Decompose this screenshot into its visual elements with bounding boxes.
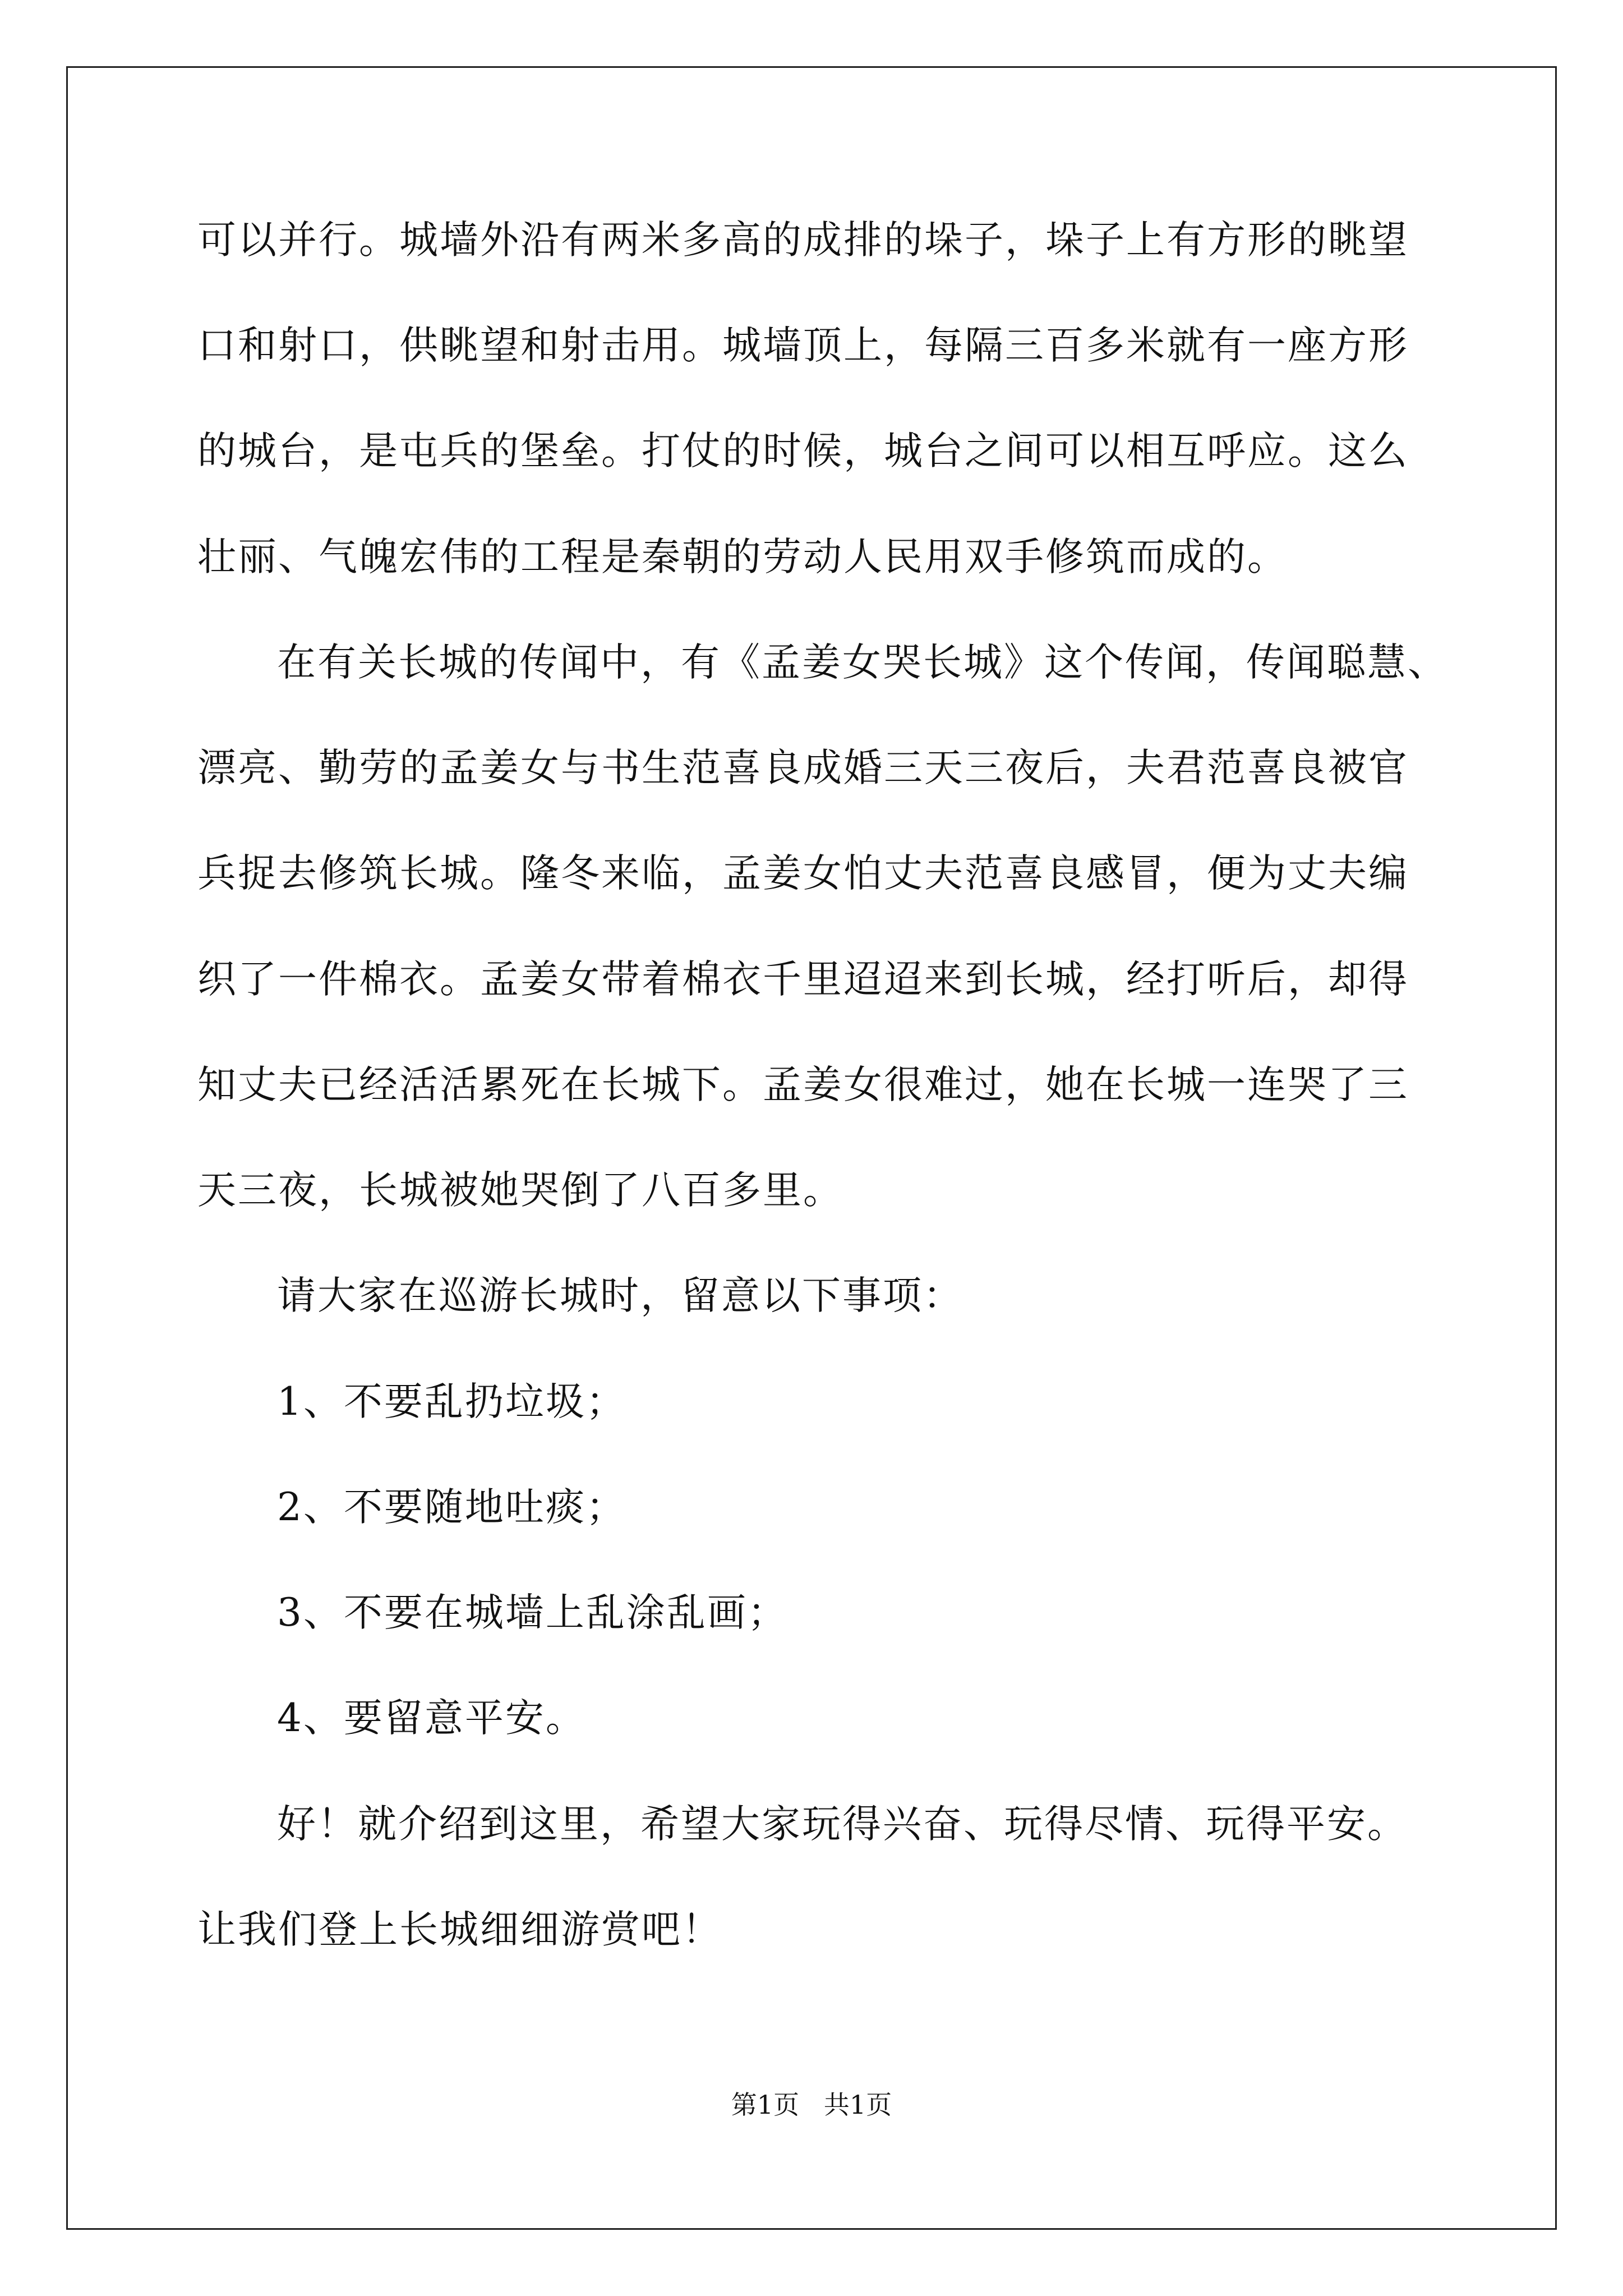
text-line: 漂亮、勤劳的孟姜女与书生范喜良成婚三天三夜后，夫君范喜良被官 [197, 746, 1409, 790]
text-line: 壮丽、气魄宏伟的工程是秦朝的劳动人民用双手修筑而成的。 [197, 535, 1288, 579]
page-footer: 第1页 共1页 [731, 2090, 892, 2120]
text-line: 兵捉去修筑长城。隆冬来临，孟姜女怕丈夫范喜良感冒，便为丈夫编 [197, 851, 1409, 896]
notice-item: 2、不要随地吐痰； [277, 1485, 626, 1530]
closing-line: 让我们登上长城细细游赏吧！ [197, 1907, 722, 1952]
text-line: 口和射口，供眺望和射击用。城墙顶上，每隔三百多米就有一座方形 [197, 323, 1409, 368]
closing-line: 好！就介绍到这里，希望大家玩得兴奋、玩得尽情、玩得平安。 [277, 1802, 1408, 1847]
notice-intro: 请大家在巡游长城时，留意以下事项： [277, 1273, 963, 1318]
text-line: 知丈夫已经活活累死在长城下。孟姜女很难过，她在长城一连哭了三 [197, 1062, 1409, 1107]
notice-item: 4、要留意平安。 [277, 1696, 586, 1741]
notice-item: 3、不要在城墙上乱涂乱画； [277, 1590, 788, 1635]
text-line: 在有关长城的传闻中，有《孟姜女哭长城》这个传闻，传闻聪慧、 [277, 640, 1448, 685]
text-line: 织了一件棉衣。孟姜女带着棉衣千里迢迢来到长城，经打听后，却得 [197, 957, 1409, 1002]
notice-item: 1、不要乱扔垃圾； [277, 1379, 626, 1424]
text-line: 天三夜，长城被她哭倒了八百多里。 [197, 1168, 843, 1213]
text-line: 的城台，是屯兵的堡垒。打仗的时候，城台之间可以相互呼应。这么 [197, 429, 1409, 473]
text-line: 可以并行。城墙外沿有两米多高的成排的垛子，垛子上有方形的眺望 [197, 218, 1409, 263]
